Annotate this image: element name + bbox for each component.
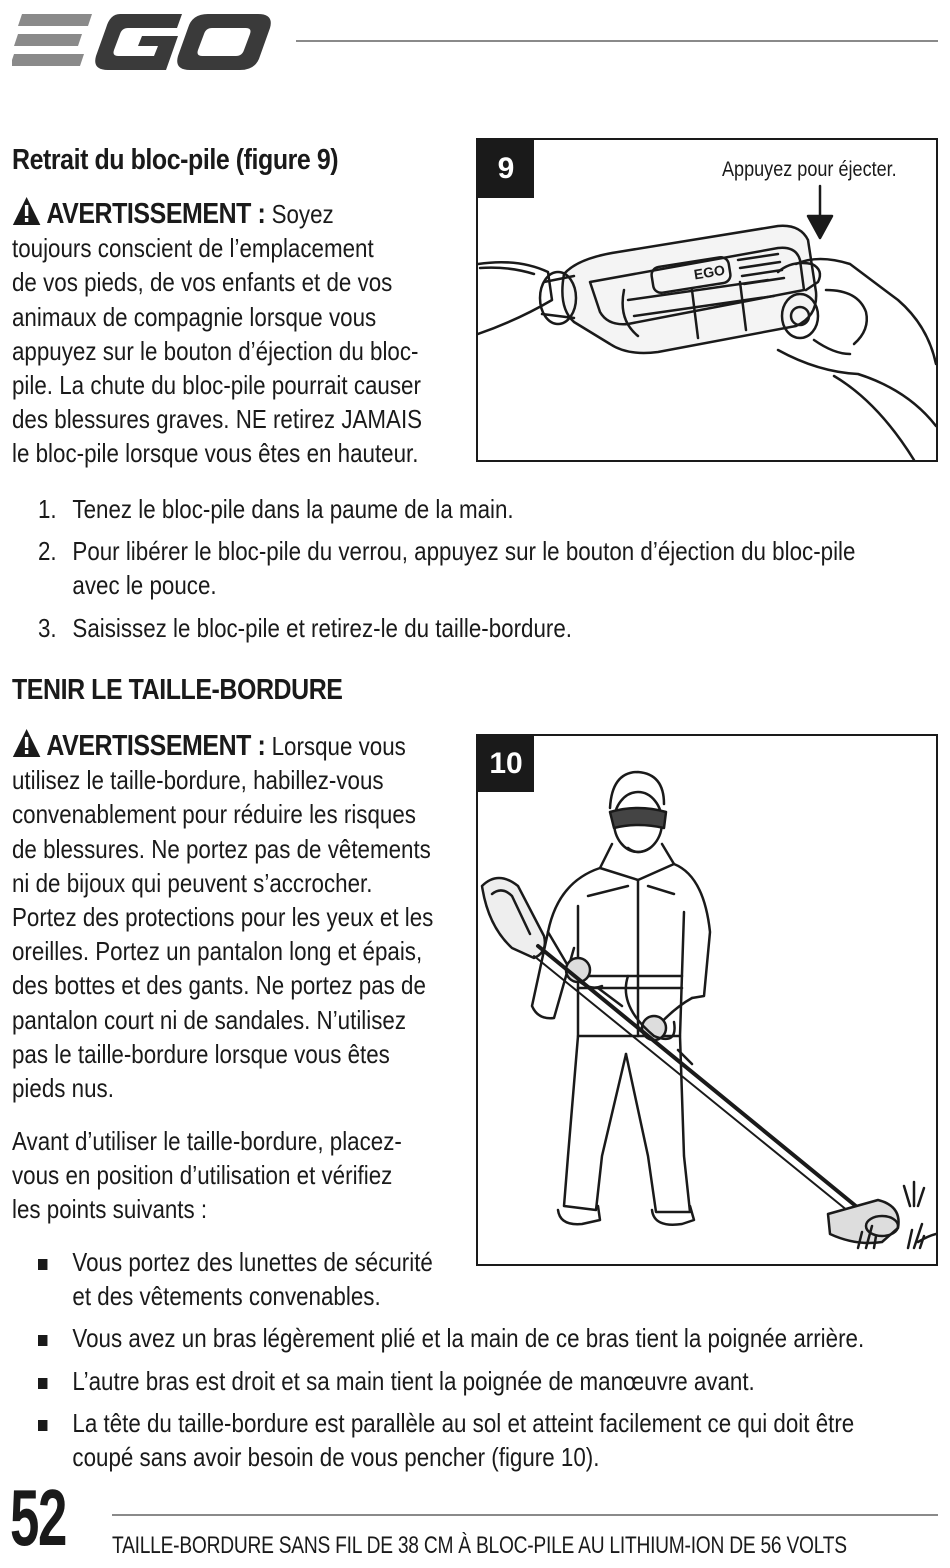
warning-text: des bottes et des gants. Ne portez pas de [12,970,426,1001]
figure-10 [476,734,938,1266]
figure-number: 9 [478,140,534,198]
step-text: Tenez le bloc-pile dans la paume de la main. [72,494,514,524]
bullet-square-icon [38,1259,47,1270]
step-number: 3. [38,612,57,643]
section-heading-holding-trimmer: TENIR LE TAILLE-BORDURE [12,674,343,706]
bullet-text: Vous portez des lunettes de sécurité [72,1247,433,1277]
page-number: 52 [10,1473,67,1562]
battery-eject-illustration [478,140,936,460]
section-heading-battery-removal: Retrait du bloc-pile (figure 9) [12,144,339,176]
bullet-text: Vous avez un bras légèrement plié et la main de ce bras tient la poignée arrière. [72,1323,865,1354]
warning-text: pieds nus. [12,1073,114,1104]
footer-title: TAILLE-BORDURE SANS FIL DE 38 CM À BLOC-PILE AU LITHIUM-ION DE 56 VOLTS [112,1532,847,1559]
figure-9 [476,138,938,462]
warning-line [12,728,433,763]
header-rule [296,40,938,42]
intro-text: vous en position d’utilisation et vérifiez [12,1160,393,1191]
step-number: 1. [38,494,57,524]
battery-removal-steps [38,492,938,645]
list-item [38,611,812,645]
warning-text: convenablement pour réduire les risques [12,799,416,830]
figure-caption: Appuyez pour éjecter. [722,158,897,181]
warning-text: pile. La chute du bloc-pile pourrait causer [12,370,421,401]
list-item [38,534,856,602]
warning-text: utilisez le taille-bordure, habillez-vous [12,765,384,796]
bullet-text: La tête du taille-bordure est parallèle au sol et atteint facilement ce qui doit être [72,1407,855,1438]
warning-text: des blessures graves. NE retirez JAMAIS [12,404,423,435]
list-item [38,1364,812,1398]
bullet-text: et des vêtements convenables. [72,1281,381,1312]
warning-text: pantalon court ni de sandales. N’utilisez [12,1004,407,1035]
bullet-square-icon [38,1420,47,1431]
warning-text: oreilles. Portez un pantalon long et épais, [12,936,423,967]
warning-triangle-icon [12,196,41,226]
warning-text: toujours conscient de l’emplacement [12,233,374,264]
warning-text: animaux de compagnie lorsque vous [12,301,377,332]
warning-text: de vos pieds, de vos enfants et de vos [12,267,393,298]
list-item [38,1406,855,1474]
warning-paragraph-battery [12,196,422,471]
warning-text: de blessures. Ne portez pas de vêtements [12,833,431,864]
bullet-square-icon [38,1335,47,1346]
intro-paragraph [12,1124,402,1227]
warning-text: pas le taille-bordure lorsque vous êtes [12,1038,390,1069]
checklist [38,1245,938,1474]
warning-line [12,196,422,231]
footer-rule [112,1514,938,1516]
step-number: 2. [38,536,57,567]
warning-triangle-icon [12,728,41,758]
list-item [38,492,812,526]
figure-number: 10 [478,736,534,792]
warning-text: ni de bijoux qui peuvent s’accrocher. [12,867,373,898]
step-text: Saisissez le bloc-pile et retirez-le du taille-bordure. [72,612,573,643]
bullet-text: coupé sans avoir besoin de vous pencher (figure 10). [72,1442,600,1473]
ego-logo [12,10,272,72]
bullet-square-icon [38,1378,47,1389]
warning-text: Soyez [271,199,334,229]
warning-text: Portez des protections pour les yeux et les [12,902,434,933]
person-holding-trimmer-illustration [478,736,936,1264]
warning-paragraph-clothing [12,728,433,1105]
bullet-text: L’autre bras est droit et sa main tient la poignée de manœuvre avant. [72,1365,755,1396]
step-text: Pour libérer le bloc-pile du verrou, appuyez sur le bouton d’éjection du bloc-pile [72,536,856,567]
warning-text: Lorsque vous [271,731,406,761]
list-item [38,1321,865,1355]
warning-text: le bloc-pile lorsque vous êtes en hauteur. [12,438,419,469]
intro-text: Avant d’utiliser le taille-bordure, placez- [12,1126,402,1156]
intro-text: les points suivants : [12,1194,208,1225]
warning-text: appuyez sur le bouton d’éjection du bloc- [12,335,419,366]
warning-label: AVERTISSEMENT : [46,730,266,762]
step-text: avec le pouce. [72,570,217,601]
battery-logo-text: EGO [692,261,726,283]
warning-label: AVERTISSEMENT : [46,198,266,230]
list-item [38,1245,812,1313]
